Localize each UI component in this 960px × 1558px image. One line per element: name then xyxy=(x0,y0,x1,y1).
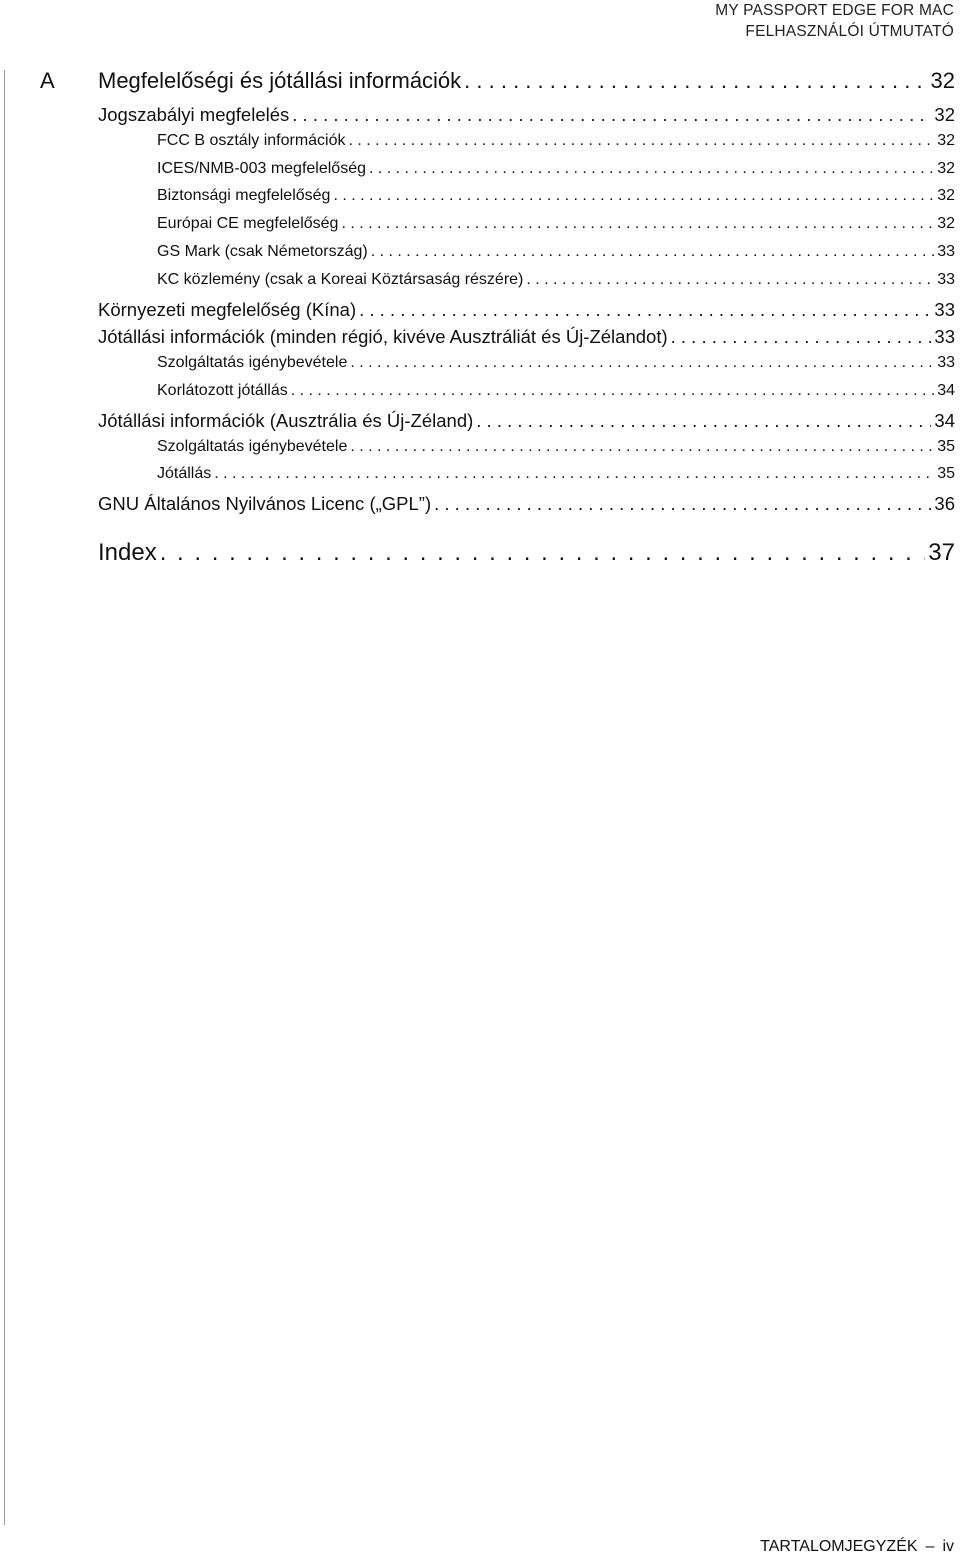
toc-entry-title: Korlátozott jótállás xyxy=(157,382,288,399)
toc-entry-title: Index xyxy=(98,539,157,566)
toc-entry-title: Jótállás xyxy=(157,465,212,483)
toc-entry[interactable] xyxy=(98,410,955,432)
toc-entry-title: GNU Általános Nyilvános Licenc („GPL”) xyxy=(98,493,432,515)
toc-entry[interactable] xyxy=(157,243,955,261)
toc-entry-page: 34 xyxy=(934,409,955,431)
toc-entry-title: Környezeti megfelelőség (Kína) xyxy=(98,298,357,320)
dot-leader xyxy=(526,271,934,289)
toc-entry-page: 33 xyxy=(934,326,955,348)
toc-entry-page: 35 xyxy=(937,437,955,455)
footer-separator: – xyxy=(925,1538,935,1555)
toc-entry[interactable] xyxy=(98,299,955,321)
toc-entry-page: 32 xyxy=(937,187,955,205)
toc-entry-page: 34 xyxy=(937,382,955,399)
toc-entry[interactable] xyxy=(157,465,955,483)
footer-page-number: iv xyxy=(942,1538,954,1555)
toc-entry-title: Jogszabályi megfelelés xyxy=(98,104,290,125)
toc-entry[interactable] xyxy=(157,438,955,456)
toc-entry-title: GS Mark (csak Németország) xyxy=(157,243,368,260)
dot-leader xyxy=(350,354,934,372)
footer-section: TARTALOMJEGYZÉK xyxy=(760,1538,918,1555)
toc-entry-title: FCC B osztály információk xyxy=(157,131,346,149)
toc-entry-title: Szolgáltatás igénybevétele xyxy=(157,354,348,372)
chapter-letter: A xyxy=(40,68,55,93)
dot-leader xyxy=(292,104,931,126)
dot-leader xyxy=(371,243,934,261)
toc-entry-title: Jótállási információk (Ausztrália és Új-Zéland) xyxy=(98,409,474,431)
toc-entry[interactable] xyxy=(98,493,955,515)
dot-leader xyxy=(341,215,934,233)
dot-leader xyxy=(350,438,934,456)
dot-leader xyxy=(160,539,926,567)
toc-entry-page: 33 xyxy=(937,243,955,260)
toc-entry[interactable] xyxy=(157,382,955,400)
toc-entry[interactable] xyxy=(157,187,955,205)
dot-leader xyxy=(369,160,934,178)
toc-entry[interactable] xyxy=(98,104,955,126)
toc-entry-title: Megfelelőségi és jótállási információk xyxy=(98,68,462,93)
dot-leader xyxy=(671,326,932,348)
toc-entry-page: 33 xyxy=(937,270,955,288)
toc-entry-page: 32 xyxy=(937,215,955,233)
dot-leader xyxy=(476,410,931,432)
dot-leader xyxy=(214,465,934,483)
toc-entry-title: Biztonsági megfelelőség xyxy=(157,187,331,205)
toc-entry[interactable] xyxy=(98,326,955,348)
dot-leader xyxy=(349,132,935,150)
toc-entry-page: 32 xyxy=(937,159,955,177)
toc-entry-page: 35 xyxy=(937,465,955,483)
running-header xyxy=(715,0,954,42)
toc-entry[interactable] xyxy=(157,354,955,372)
dot-leader xyxy=(333,187,934,205)
toc-entry-page: 36 xyxy=(934,493,955,515)
header-product-title: MY PASSPORT EDGE FOR MAC xyxy=(715,2,954,19)
toc-entry-title: ICES/NMB-003 megfelelőség xyxy=(157,159,366,177)
toc-entry-page: 33 xyxy=(934,298,955,320)
toc-chapter-a[interactable] xyxy=(40,68,955,94)
toc-entry-title: Európai CE megfelelőség xyxy=(157,215,339,233)
toc-entry[interactable] xyxy=(157,271,955,289)
toc-entry[interactable] xyxy=(157,215,955,233)
dot-leader xyxy=(434,493,931,515)
toc-entry-title: KC közlemény (csak a Koreai Köztársaság részére) xyxy=(157,270,524,288)
toc-entry[interactable] xyxy=(157,160,955,178)
dot-leader xyxy=(464,68,927,94)
toc-entry-page: 32 xyxy=(934,104,955,125)
margin-rule xyxy=(4,70,5,1525)
toc-entry-page: 37 xyxy=(928,539,955,566)
toc-entry-page: 32 xyxy=(930,68,955,93)
toc-entry[interactable] xyxy=(157,132,955,150)
dot-leader xyxy=(291,382,934,400)
toc-entry-title: Jótállási információk (minden régió, kivéve Ausztráliát és Új-Zélandot) xyxy=(98,326,668,348)
dot-leader xyxy=(359,299,931,321)
toc-index[interactable] xyxy=(98,539,955,567)
running-footer xyxy=(760,1538,954,1556)
toc-entry-page: 33 xyxy=(937,354,955,372)
header-manual-title: FELHASZNÁLÓI ÚTMUTATÓ xyxy=(745,23,954,40)
toc-entry-page: 32 xyxy=(937,131,955,149)
toc-entry-title: Szolgáltatás igénybevétele xyxy=(157,437,348,455)
